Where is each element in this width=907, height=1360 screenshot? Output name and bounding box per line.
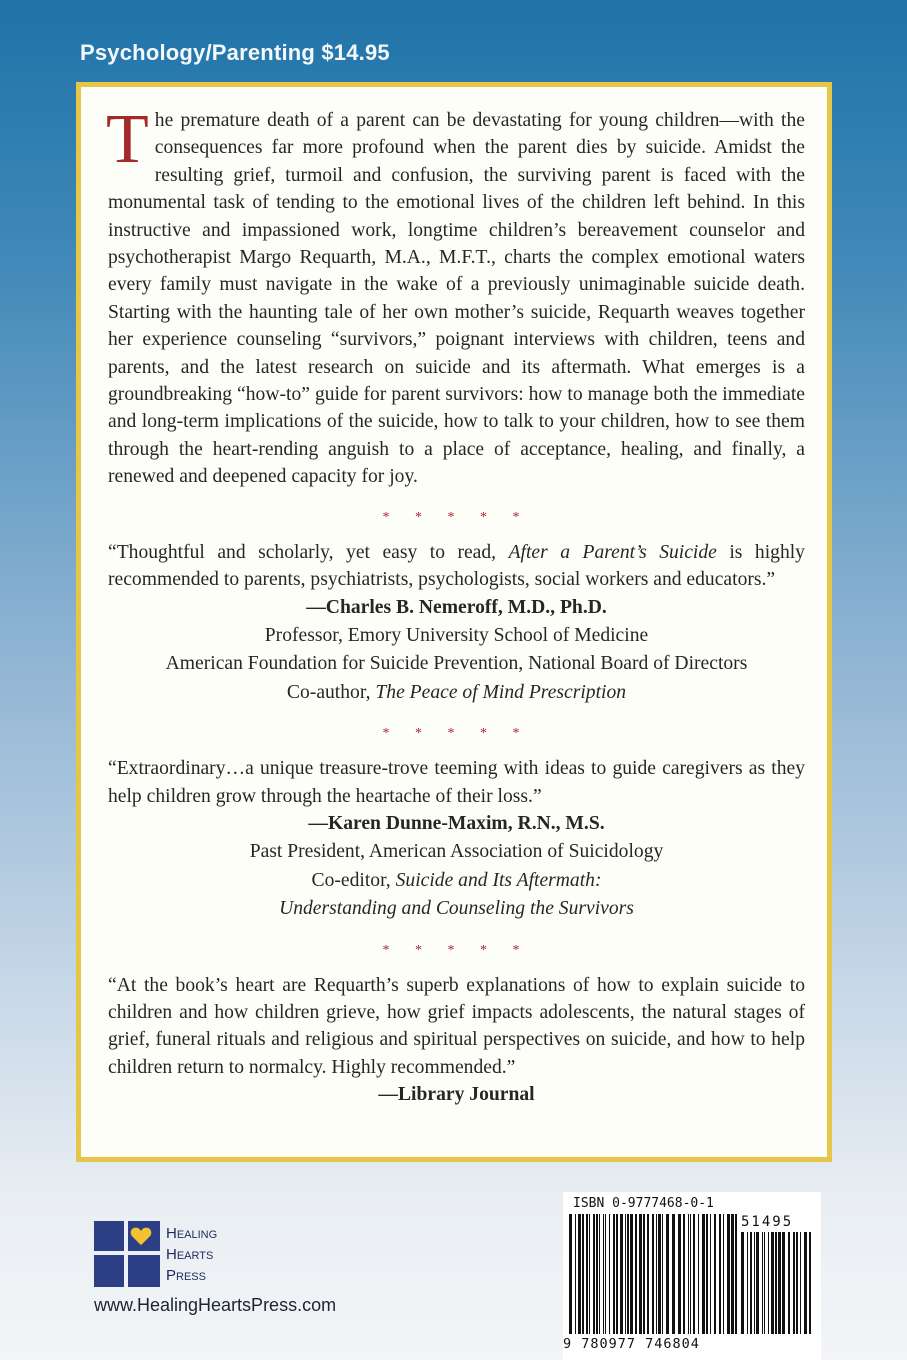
blurb-credit: Professor, Emory University School of Medicine [264, 624, 649, 646]
blurb-attribution: —Library Journal [378, 1084, 535, 1106]
category-price: Psychology/Parenting $14.95 [80, 40, 390, 65]
credit-title: Suicide and Its Aftermath: [395, 869, 602, 891]
publisher-name-line: Hearts [166, 1246, 214, 1263]
price-barcode [741, 1232, 813, 1334]
credit-prefix: Co-author, [286, 681, 376, 703]
publisher-name-line: Healing [166, 1225, 218, 1242]
publisher-logo [94, 1221, 334, 1289]
separator-stars: * * * * * [382, 942, 531, 958]
blurb-attribution: —Charles B. Nemeroff, M.D., Ph.D. [306, 596, 607, 618]
blurb-quote: “Extraordinary…a unique treasure-trove teeming with ideas to guide caregivers as they help children grow through the heartache of their loss.” [108, 758, 805, 807]
blurb-quote-text: “Thoughtful and scholarly, yet easy to read, [108, 541, 509, 563]
price-code: 51495 [741, 1214, 794, 1230]
blurb-credit: Past President, American Association of Suicidology [249, 841, 664, 863]
blurb-credit: Understanding and Counseling the Survivors [279, 898, 634, 920]
isbn-barcode [569, 1214, 737, 1334]
publisher-name [166, 1223, 217, 1286]
credit-prefix: Co-editor, [311, 869, 396, 891]
blurb-quote: “At the book’s heart are Requarth’s superb explanations of how to explain suicide to children and how children grieve, how grief impacts adolescents, the natural stages of grief, funeral rituals and religious and spiritual perspectives on suicide, and how to help children return to normalcy. Highly recommended.” [108, 974, 805, 1078]
blurb-quote-text: is highly recommended to parents, psychiatrists, psychologists, social workers and educators.” [108, 541, 805, 591]
separator-stars: * * * * * [382, 726, 531, 742]
blurb-attribution: —Karen Dunne-Maxim, R.N., M.S. [308, 812, 605, 834]
barcode-block [563, 1192, 821, 1360]
drop-cap: T [106, 101, 149, 178]
blurb-credit [108, 867, 805, 895]
heart-icon [130, 1225, 152, 1247]
description-text [106, 101, 805, 491]
publisher-name-line: Press [166, 1267, 206, 1284]
description-panel [76, 82, 832, 1162]
isbn-label: ISBN 0-9777468-0-1 [573, 1196, 714, 1211]
credit-title: The Peace of Mind Prescription [375, 681, 627, 703]
book-title: After a Parent’s Suicide [508, 541, 717, 563]
publisher-website[interactable]: www.HealingHeartsPress.com [94, 1295, 337, 1315]
description-body: he premature death of a parent can be devastating for young children—with the consequences far more profound when the parent dies by suicide. Amidst the resulting grief, turmoil and confusion, the surviving parent is faced with the monumental task of tending to the emotional lives of the children left behind. In this instructive and impassioned work, longtime children’s bereavement counselor and psychotherapist Margo Requarth, M.A., M.F.T., charts the complex emotional waters every family must navigate in the wake of a previously unimaginable suicide death. Starting with the haunting tale of her own mother’s suicide, Requarth weaves together her experience counseling “survivors,” poignant interviews with children, teens and parents, and the latest research on suicide and its aftermath. What emerges is a groundbreaking “how-to” guide for parent survivors: how to manage both the immediate and long-term implications of the suicide, how to talk to your children, how to see them through the heart-rending anguish to a place of acceptance, healing, and finally, a renewed and deepened capacity for joy. [108, 110, 805, 488]
blurb-credit [108, 679, 805, 707]
blurb-quote [108, 539, 805, 594]
separator-stars: * * * * * [382, 509, 531, 525]
blurb-credit: American Foundation for Suicide Prevention, National Board of Directors [165, 653, 748, 675]
isbn-digits: 9 780977 746804 [563, 1336, 700, 1352]
